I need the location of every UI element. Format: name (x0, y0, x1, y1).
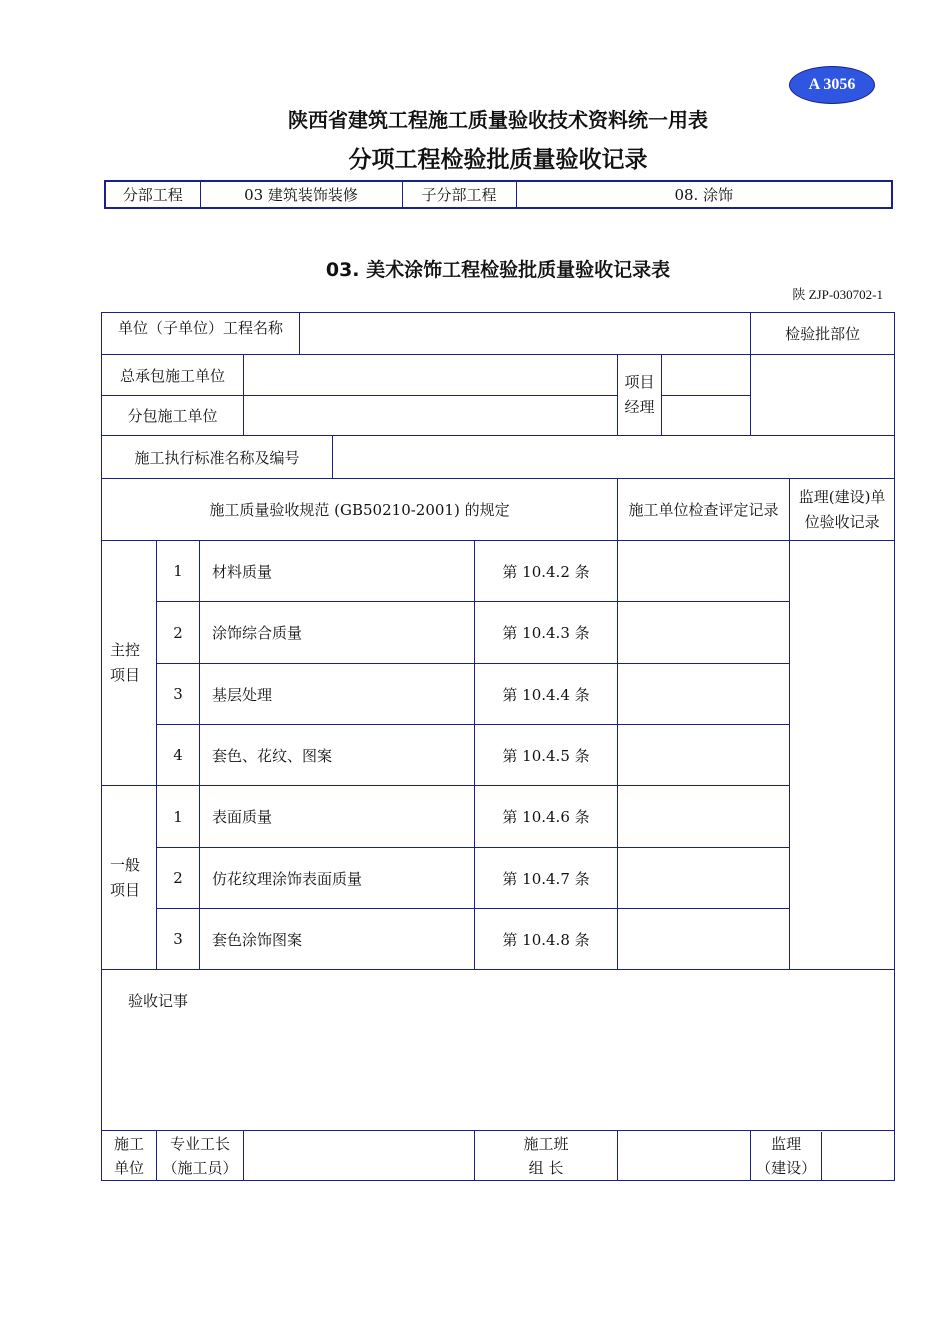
item-clause: 第 10.4.7 条 (475, 848, 618, 909)
form-code: 陕 ZJP-030702-1 (792, 287, 883, 302)
division-label: 分部工程 (105, 181, 200, 208)
item-check-field[interactable] (618, 725, 790, 786)
item-no: 4 (157, 725, 200, 786)
subdivision-label: 子分部工程 (402, 181, 516, 208)
main-title: 陕西省建筑工程施工质量验收技术资料统一用表 (288, 108, 708, 132)
header-table (104, 180, 893, 209)
item-check-field[interactable] (618, 848, 790, 909)
project-manager-field-2[interactable] (662, 396, 751, 436)
subcontractor-field[interactable] (244, 396, 618, 436)
project-manager-label: 项目 经理 (618, 355, 662, 436)
signature-unit-label: 施工 单位 (102, 1131, 157, 1181)
item-name: 套色、花纹、图案 (200, 725, 475, 786)
item-check-field[interactable] (618, 664, 790, 725)
team-leader-signature-field[interactable] (618, 1131, 751, 1181)
item-check-field[interactable] (618, 786, 790, 848)
item-name: 表面质量 (200, 786, 475, 848)
general-items-label: 一般 项目 (102, 786, 157, 970)
item-no: 2 (157, 602, 200, 664)
item-no: 3 (157, 909, 200, 970)
general-contractor-label: 总承包施工单位 (102, 355, 244, 396)
project-manager-field-1[interactable] (662, 355, 751, 396)
item-check-field[interactable] (618, 541, 790, 602)
spec-label: 施工质量验收规范 (GB50210-2001) 的规定 (102, 479, 618, 541)
foreman-signature-field[interactable] (244, 1131, 475, 1181)
standard-field[interactable] (333, 436, 895, 479)
unit-name-label: 单位（子单位）工程名称 (102, 313, 300, 355)
item-no: 2 (157, 848, 200, 909)
supervisor-label: 监理 （建设） (751, 1132, 822, 1180)
subdivision-value: 08. 涂饰 (516, 181, 892, 208)
general-contractor-field[interactable] (244, 355, 618, 396)
form-title: 03. 美术涂饰工程检验批质量验收记录表 (325, 259, 671, 281)
item-clause: 第 10.4.8 条 (475, 909, 618, 970)
item-clause: 第 10.4.6 条 (475, 786, 618, 848)
item-name: 套色涂饰图案 (200, 909, 475, 970)
item-name: 基层处理 (200, 664, 475, 725)
item-no: 1 (157, 786, 200, 848)
item-name: 涂饰综合质量 (200, 602, 475, 664)
unit-name-field[interactable] (300, 313, 751, 355)
item-clause: 第 10.4.5 条 (475, 725, 618, 786)
item-name: 仿花纹理涂饰表面质量 (200, 848, 475, 909)
item-clause: 第 10.4.3 条 (475, 602, 618, 664)
inspection-table (101, 312, 895, 1181)
standard-label: 施工执行标准名称及编号 (102, 436, 333, 479)
batch-location-field[interactable] (751, 355, 895, 436)
contractor-check-label: 施工单位检查评定记录 (618, 479, 790, 541)
item-check-field[interactable] (618, 602, 790, 664)
division-value: 03 建筑装饰装修 (200, 181, 402, 208)
item-clause: 第 10.4.2 条 (475, 541, 618, 602)
item-check-field[interactable] (618, 909, 790, 970)
batch-location-label: 检验批部位 (751, 313, 895, 355)
foreman-label: 专业工长 （施工员） (157, 1131, 244, 1181)
item-name: 材料质量 (200, 541, 475, 602)
acceptance-notes[interactable] (102, 970, 895, 1131)
supervisor-check-field[interactable] (790, 541, 895, 970)
acceptance-notes-label: 验收记事 (128, 992, 189, 1010)
supervisor-check-label: 监理(建设)单 位验收记录 (790, 479, 895, 541)
team-leader-label: 施工班 组 长 (475, 1131, 618, 1181)
main-control-label: 主控 项目 (102, 541, 157, 786)
item-no: 3 (157, 664, 200, 725)
subcontractor-label: 分包施工单位 (102, 396, 244, 436)
sub-title: 分项工程检验批质量验收记录 (348, 147, 648, 173)
document-number-badge: A 3056 (789, 66, 875, 104)
supervisor-signature-area[interactable] (751, 1131, 895, 1181)
item-clause: 第 10.4.4 条 (475, 664, 618, 725)
supervisor-signature-field[interactable] (822, 1132, 894, 1180)
item-no: 1 (157, 541, 200, 602)
